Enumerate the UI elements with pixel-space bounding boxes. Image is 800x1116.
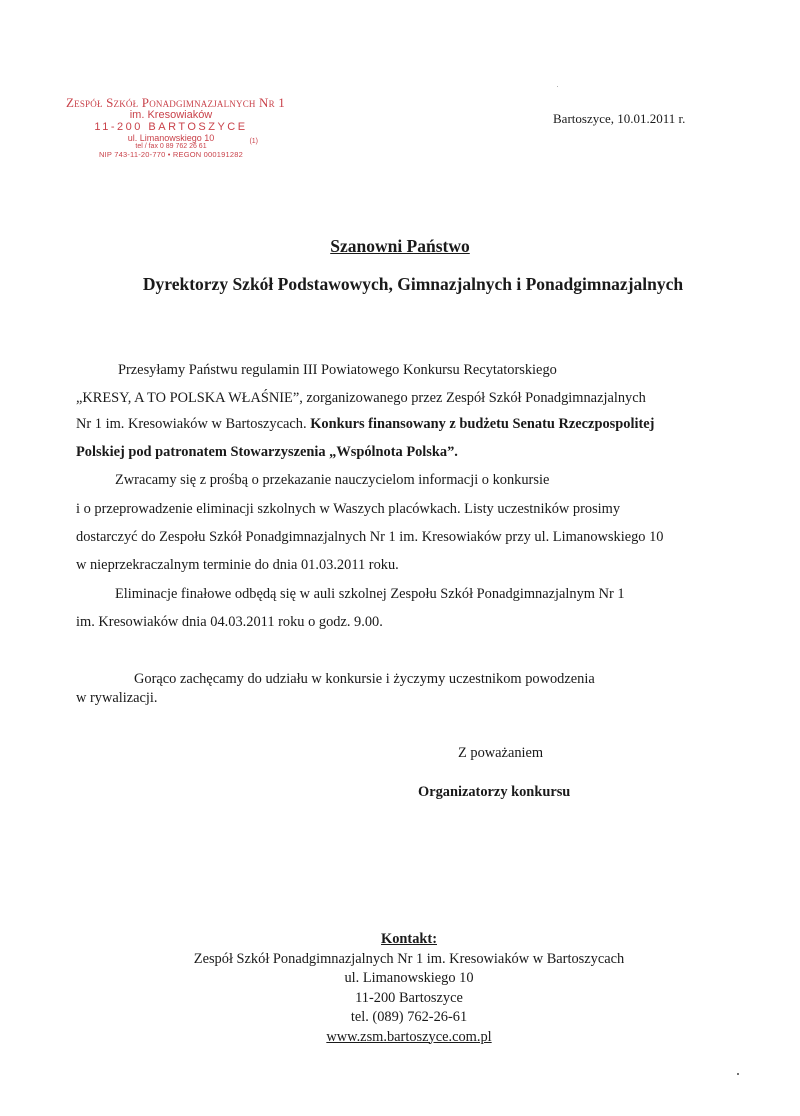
stamp-phone-row <box>66 138 276 151</box>
closing-signature: Organizatorzy konkursu <box>418 784 571 800</box>
contact-school: Zespół Szkół Ponadgimnazjalnych Nr 1 im. Kresowiaków w Bartoszycach <box>193 950 625 967</box>
paragraph-line: w rywalizacji. <box>76 690 158 706</box>
stamp-nip-regon: NIP 743-11-20-770 • REGON 000191282 <box>98 149 244 159</box>
contact-heading: Kontakt: <box>381 931 437 947</box>
contact-city: 11-200 Bartoszyce <box>355 989 463 1006</box>
letter-date: Bartoszyce, 10.01.2011 r. <box>553 111 686 126</box>
paragraph-line: dostarczyć do Zespołu Szkół Ponadgimnazjalnych Nr 1 im. Kresowiaków przy ul. Limanowskiego 10 <box>76 529 664 545</box>
stamp-street: ul. Limanowskiego 10 <box>127 132 215 143</box>
paragraph-bold-text: Konkurs finansowany z budżetu Senatu Rzeczpospolitej <box>310 416 655 432</box>
salutation: Szanowni Państwo <box>330 236 470 256</box>
paragraph-line: „KRESY, A TO POLSKA WŁAŚNIE”, zorganizowanego przez Zespół Szkół Ponadgimnazjalnych <box>76 390 646 406</box>
paragraph-line: Przesyłamy Państwu regulamin III Powiatowego Konkursu Recytatorskiego <box>118 362 557 378</box>
paragraph-line: Eliminacje finałowe odbędą się w auli szkolnej Zespołu Szkół Ponadgimnazjalnym Nr 1 <box>115 586 625 602</box>
contact-website-link[interactable]: www.zsm.bartoszyce.com.pl <box>326 1028 492 1045</box>
stamp-postal-city: 11-200 BARTOSZYCE <box>94 121 248 134</box>
scan-speck <box>737 1073 739 1075</box>
contact-street: ul. Limanowskiego 10 <box>344 970 474 986</box>
paragraph-line: w nieprzekraczalnym terminie do dnia 01.03.2011 roku. <box>76 557 399 573</box>
stamp-mark: (1) <box>249 138 258 146</box>
contact-phone: tel. (089) 762-26-61 <box>350 1009 468 1025</box>
stamp-school-name: Zespół Szkół Ponadgimnazjalnych Nr 1 <box>66 95 285 110</box>
paragraph-line: i o przeprowadzenie eliminacji szkolnych w Waszych placówkach. Listy uczestników prosimy <box>76 501 621 517</box>
scan-speck <box>557 86 558 87</box>
addressee: Dyrektorzy Szkół Podstawowych, Gimnazjalnych i Ponadgimnazjalnych <box>142 274 684 294</box>
paragraph-line: Zwracamy się z prośbą o przekazanie nauczycielom informacji o konkursie <box>115 472 550 488</box>
stamp-phone: tel / fax 0 89 762 26 61 <box>135 143 207 151</box>
closing-regards: Z poważaniem <box>458 745 544 761</box>
paragraph-line <box>76 416 654 433</box>
paragraph-text: Nr 1 im. Kresowiaków w Bartoszycach. <box>76 416 307 432</box>
paragraph-line: Gorąco zachęcamy do udziału w konkursie i życzymy uczestnikom powodzenia <box>134 671 595 687</box>
stamp-patron: im. Kresowiaków <box>129 108 213 121</box>
school-stamp <box>66 95 285 159</box>
paragraph-bold-line: Polskiej pod patronatem Stowarzyszenia „Wspólnota Polska”. <box>76 444 458 460</box>
paragraph-line: im. Kresowiaków dnia 04.03.2011 roku o godz. 9.00. <box>76 614 383 630</box>
contact-block <box>0 930 800 1047</box>
